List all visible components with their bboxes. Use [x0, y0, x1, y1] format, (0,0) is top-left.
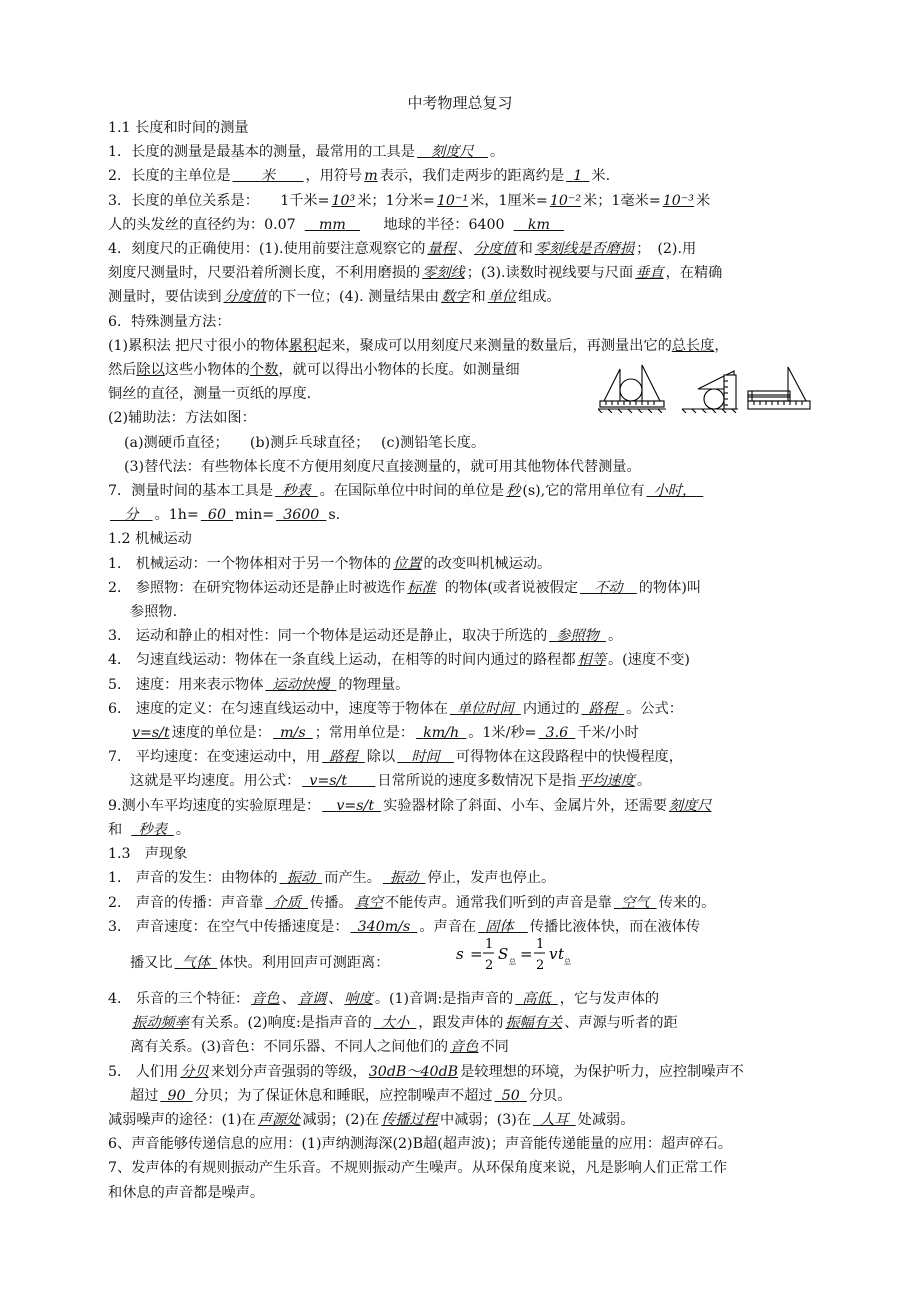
answer: m	[364, 168, 378, 185]
text: 1． 机械运动：一个物体相对于另一个物体的	[108, 555, 392, 572]
answer: m/s	[280, 725, 306, 742]
answer: 标准	[407, 579, 436, 596]
text: 的物体)叫	[638, 579, 702, 596]
text: 可得物体在这段路程中的快慢程度，	[455, 749, 683, 766]
paragraph	[108, 213, 814, 237]
text: 3． 运动和静止的相对性：同一个物体是运动还是静止，取决于所选的	[108, 628, 548, 645]
paragraph	[108, 1060, 814, 1084]
answer: 人耳	[540, 1111, 569, 1128]
paragraph	[108, 648, 814, 672]
text: 。(速度不变)	[607, 652, 690, 669]
formula-S: S	[498, 945, 509, 963]
text: 7． 平均速度：在变速运动中，用	[108, 749, 321, 766]
answer: 10⁻³	[662, 192, 694, 209]
paragraph	[108, 576, 814, 600]
text: 、	[457, 241, 472, 258]
answer: 振动	[286, 870, 316, 887]
answer: 参照物	[556, 628, 599, 645]
answer: 垂直	[635, 265, 664, 282]
paragraph	[108, 1011, 814, 1035]
text: 和	[108, 821, 123, 838]
formula-t: t	[558, 945, 565, 963]
answer: 传播过程	[381, 1111, 438, 1128]
paragraph	[108, 285, 814, 309]
text: 这就是平均速度。用公式：	[130, 773, 301, 790]
indent	[108, 955, 130, 971]
text: 千米/小时	[577, 725, 639, 742]
text: 和休息的声音都是噪声。	[108, 1184, 265, 1201]
text: 不同	[480, 1039, 509, 1056]
text: 1.2 机械运动	[108, 531, 192, 548]
answer: 3600	[283, 507, 320, 524]
answer: 不动	[594, 579, 623, 596]
paragraph	[108, 455, 814, 479]
text: (s),它的常用单位有	[522, 483, 645, 500]
answer: 分贝	[180, 1063, 209, 1080]
text: 2．长度的主单位是	[108, 168, 231, 185]
text: 然后	[108, 362, 137, 379]
text: 和	[471, 289, 486, 306]
text: 播又比	[130, 954, 173, 971]
answer: 1	[573, 168, 583, 185]
formula-num2: 1	[536, 937, 545, 952]
paragraph	[108, 673, 814, 697]
text: 。在国际单位中时间的单位是	[319, 483, 505, 500]
paragraph: 和 秒表 。	[108, 821, 191, 838]
paragraph	[108, 164, 814, 188]
text: 人的头发丝的直径约为：0.07	[108, 216, 296, 233]
answer: v=s/t	[336, 797, 375, 814]
text: 减弱噪声的途径：(1)在	[108, 1111, 256, 1128]
formula-sub: 总	[509, 958, 516, 966]
paragraph	[108, 697, 814, 721]
paragraph: 4． 乐音的三个特征： 音色 、 音调 、 响度 。(1)音调:是指声音的 高低 ，它与发声体的	[108, 990, 660, 1007]
answer: 路程	[588, 700, 618, 717]
text: 实验器材除了斜面、小车、金属片外，还需要	[383, 797, 667, 814]
text: 。声音在	[419, 918, 477, 935]
answer: 秒表	[138, 821, 167, 838]
text: 除以	[366, 749, 396, 766]
text: 2． 声音的传播：声音靠	[108, 894, 264, 911]
text: ，用符号	[305, 168, 363, 185]
text: 米.	[591, 168, 611, 185]
answer: 刻度尺	[431, 144, 474, 161]
answer: 固体	[485, 918, 514, 935]
measurement-figure	[598, 357, 812, 413]
text: (2)辅助法：方法如图：	[108, 410, 256, 427]
paragraph	[108, 891, 814, 915]
section-heading	[108, 527, 814, 551]
paragraph	[108, 1181, 814, 1205]
text: 。公式：	[626, 700, 683, 717]
underlined: 累积	[288, 337, 318, 354]
text: 。1h=	[154, 507, 199, 524]
paragraph	[108, 1156, 814, 1180]
paragraph	[108, 479, 814, 503]
paragraph	[108, 431, 814, 455]
text: 5． 人们用	[108, 1063, 179, 1080]
answer: 数字	[441, 289, 470, 306]
paragraph	[108, 261, 814, 285]
text: 传来的。	[658, 894, 716, 911]
answer: 单位	[487, 289, 517, 306]
text: 1.1 长度和时间的测量	[108, 120, 249, 136]
text: (3)替代法：有些物体长度不方便用刻度尺直接测量的，就可用其他物体代替测量。	[124, 458, 641, 475]
text: 这些小物体的	[164, 362, 250, 379]
text: 的下一位；(4). 测量结果由	[268, 289, 440, 306]
text: ；常用单位是：	[314, 725, 415, 742]
text: 离有关系。(3)音色：不同乐器、不同人之间他们的	[130, 1039, 449, 1056]
document-body	[108, 116, 814, 1205]
text: 参照物.	[130, 604, 178, 621]
text: ； (2).用	[636, 241, 697, 258]
text: 。1米/秒=	[468, 725, 537, 742]
text: 7．测量时间的基本工具是	[108, 483, 274, 500]
text: 分贝。	[528, 1087, 572, 1104]
answer: 量程	[427, 241, 456, 258]
paragraph	[108, 600, 814, 624]
paragraph: 3． 运动和静止的相对性：同一个物体是运动还是静止，取决于所选的 参照物 。	[108, 628, 623, 645]
answer: km	[527, 216, 550, 233]
text: 米；1分米=	[357, 192, 435, 209]
text: 地球的半径：6400	[383, 216, 505, 233]
text: min=	[235, 507, 275, 524]
text: s.	[328, 507, 341, 524]
text: 9.测小车平均速度的实验原理是：	[108, 797, 321, 814]
text: 而产生。	[324, 870, 381, 887]
answer: 340m/s	[357, 918, 411, 935]
answer: 音调	[297, 990, 327, 1007]
answer: mm	[318, 216, 346, 233]
answer: 平均速度	[578, 773, 635, 790]
formula-eq2: =	[520, 945, 533, 963]
answer: 运动快慢	[272, 676, 330, 693]
formula-sub2: 总	[564, 958, 571, 966]
text: 。(1)音调:是指声音的	[374, 990, 514, 1007]
answer: v=s/t	[132, 725, 170, 742]
text: 1.3 声现象	[108, 846, 188, 863]
paragraph	[108, 866, 814, 890]
text: 4． 匀速直线运动：物体在一条直线上运动，在相等的时间内通过的路程都	[108, 652, 576, 669]
echo-distance-formula	[454, 932, 584, 976]
paragraph	[108, 745, 814, 769]
text: 5． 速度：用来表示物体	[108, 676, 264, 693]
text: 减弱；(2)在	[302, 1111, 380, 1128]
answer: 气体	[181, 954, 211, 971]
text: 米	[695, 192, 711, 209]
answer: 时间	[411, 749, 440, 766]
figure-a-coin	[598, 365, 666, 413]
text: 2． 参照物：在研究物体运动还是静止时被选作	[108, 579, 406, 596]
text: 米，1厘米=	[470, 192, 548, 209]
answer: 3.6	[545, 725, 569, 742]
text: 有关系。(2)响度:是指声音的	[190, 1015, 372, 1032]
answer: 分	[124, 507, 139, 524]
text: 1． 声音的发生：由物体的	[108, 870, 278, 887]
answer: 空气	[621, 894, 650, 911]
answer: 60	[207, 507, 226, 524]
text: 是较理想的环境，为保护听力，应控制噪声不	[460, 1063, 744, 1080]
text: 体快。利用回声可测距离：	[219, 954, 390, 971]
answer: 秒表	[282, 483, 311, 500]
answer: 相等	[577, 652, 606, 669]
answer: 10⁻¹	[436, 192, 469, 209]
text: 3． 声音速度：在空气中传播速度是：	[108, 918, 349, 935]
text: 不能传声。通常我们听到的声音是靠	[384, 894, 612, 911]
paragraph	[108, 1132, 814, 1156]
answer: 振动	[390, 870, 419, 887]
text: 4．刻度尺的正确使用：(1).使用前要注意观察它的	[108, 241, 426, 258]
answer: v=s/t	[309, 773, 348, 790]
section-heading	[108, 842, 814, 866]
text: 分贝；为了保证休息和睡眠，应控制噪声不超过	[194, 1087, 493, 1104]
answer: 刻度尺	[668, 797, 712, 814]
answer: 30dB～40dB	[368, 1063, 459, 1080]
section-heading	[108, 116, 814, 140]
paragraph	[108, 310, 814, 334]
formula-s: s	[456, 945, 464, 963]
text: 和	[518, 241, 533, 258]
answer: km/h	[423, 725, 460, 742]
text: 铜丝的直径，测量一页纸的厚度.	[108, 386, 312, 403]
answer: 单位时间	[456, 700, 514, 717]
answer: 高低	[522, 990, 551, 1007]
paragraph	[108, 140, 814, 164]
underlined: 个数	[249, 362, 279, 379]
text: 速度的单位是：	[171, 725, 271, 742]
answer: 大小	[380, 1015, 410, 1032]
text: ，它与发声体的	[559, 990, 660, 1007]
answer: 振幅有关	[505, 1015, 563, 1032]
answer: 零刻线是否磨损	[534, 241, 635, 258]
text: 6、声音能够传递信息的应用：(1)声纳测海深(2)B超(超声波)；声音能传递能量的应用：超声碎石。	[108, 1136, 733, 1153]
text: (1)累积法 把尺寸很小的物体	[108, 337, 289, 354]
answer: 位置	[393, 555, 422, 572]
paragraph	[108, 189, 814, 213]
formula-num: 1	[485, 937, 494, 952]
paragraph	[108, 794, 814, 818]
text: 、声源与听者的距	[564, 1015, 678, 1032]
text: 7、发声体的有规则振动产生乐音。不规则振动产生噪声。从环保角度来说，凡是影响人们正常工作	[108, 1160, 728, 1177]
text: ，在精确	[665, 265, 723, 282]
answer: 音色	[450, 1039, 479, 1056]
paragraph	[108, 552, 814, 576]
answer: 10⁻²	[549, 192, 582, 209]
text: 中减弱；(3)在	[440, 1111, 532, 1128]
formula-v: v	[549, 945, 558, 963]
text: 的物理量。	[338, 676, 410, 693]
formula-den: 2	[485, 958, 494, 973]
answer: 真空	[354, 894, 383, 911]
text: 传播。	[310, 894, 353, 911]
text: 3．长度的单位关系是：	[108, 192, 259, 209]
text: 传播比液体快，而在液体传	[529, 918, 701, 935]
paragraph: 这就是平均速度。用公式： v=s/t 日常所说的速度多数情况下是指 平均速度 。	[130, 773, 652, 790]
text: 1千米=	[280, 192, 330, 209]
paragraph	[108, 503, 814, 527]
answer: 90	[167, 1087, 186, 1104]
paragraph	[108, 721, 814, 745]
text: 日常所说的速度多数情况下是指	[377, 773, 577, 790]
answer: 声源处	[257, 1111, 301, 1128]
figure-b-ball	[682, 371, 738, 413]
paragraph	[108, 334, 814, 358]
answer: 路程	[329, 749, 358, 766]
text: 的物体(或者说被假定	[444, 579, 579, 596]
answer: 分度值	[223, 289, 267, 306]
paragraph	[108, 1108, 814, 1132]
answer: 米	[260, 168, 276, 185]
text: ，	[714, 337, 729, 354]
answer: 振动频率	[132, 1015, 189, 1032]
formula-eq: =	[470, 945, 483, 963]
text: 米；1毫米=	[583, 192, 661, 209]
text: 1．长度的测量是最基本的测量，最常用的工具是	[108, 144, 415, 161]
text: 4． 乐音的三个特征：	[108, 990, 250, 1007]
text: 表示，我们走两步的距离约是	[379, 168, 565, 185]
text: 6． 速度的定义：在匀速直线运动中，速度等于物体在	[108, 700, 448, 717]
answer: 秒	[506, 483, 521, 500]
text: 处减弱。	[577, 1111, 635, 1128]
text: 刻度尺测量时，尺要沿着所测长度，不利用磨损的	[108, 265, 421, 282]
underlined: 总长度	[671, 337, 715, 354]
text: 6．特殊测量方法：	[108, 313, 231, 330]
answer: 音色	[251, 990, 280, 1007]
answer: 分度值	[473, 241, 517, 258]
text: 起来，聚成可以用刻度尺来测量的数量后，再测量出它的	[317, 337, 672, 354]
answer: 零刻线	[422, 265, 465, 282]
answer: 小时，	[653, 483, 697, 500]
underlined: 除以	[136, 362, 165, 379]
text: ，就可以得出小物体的长度。如测量细	[278, 362, 520, 379]
text: 超过	[130, 1087, 159, 1104]
text: 测量时，要估读到	[108, 289, 222, 306]
paragraph	[108, 1035, 814, 1059]
paragraph	[108, 1084, 814, 1108]
text: 来划分声音强弱的等级，	[210, 1063, 367, 1080]
answer: 50	[501, 1087, 520, 1104]
text: 内通过的	[522, 700, 580, 717]
text: ，跟发声体的	[418, 1015, 504, 1032]
answer: 响度	[344, 990, 373, 1007]
answer: 介质	[272, 894, 301, 911]
text: 组成。	[518, 289, 561, 306]
text: 。	[489, 144, 505, 161]
text: 停止，发声也停止。	[427, 870, 556, 887]
paragraph	[108, 237, 814, 261]
text: (a)测硬币直径； (b)测乒乓球直径； (c)测铅笔长度。	[124, 434, 486, 451]
text: ；(3).读数时视线要与尺面	[466, 265, 634, 282]
figure-c-pencil	[748, 367, 810, 409]
page-title: 中考物理总复习	[407, 94, 513, 112]
answer: 10³	[331, 192, 356, 209]
text: 的改变叫机械运动。	[423, 555, 552, 572]
formula-den2: 2	[536, 958, 545, 973]
